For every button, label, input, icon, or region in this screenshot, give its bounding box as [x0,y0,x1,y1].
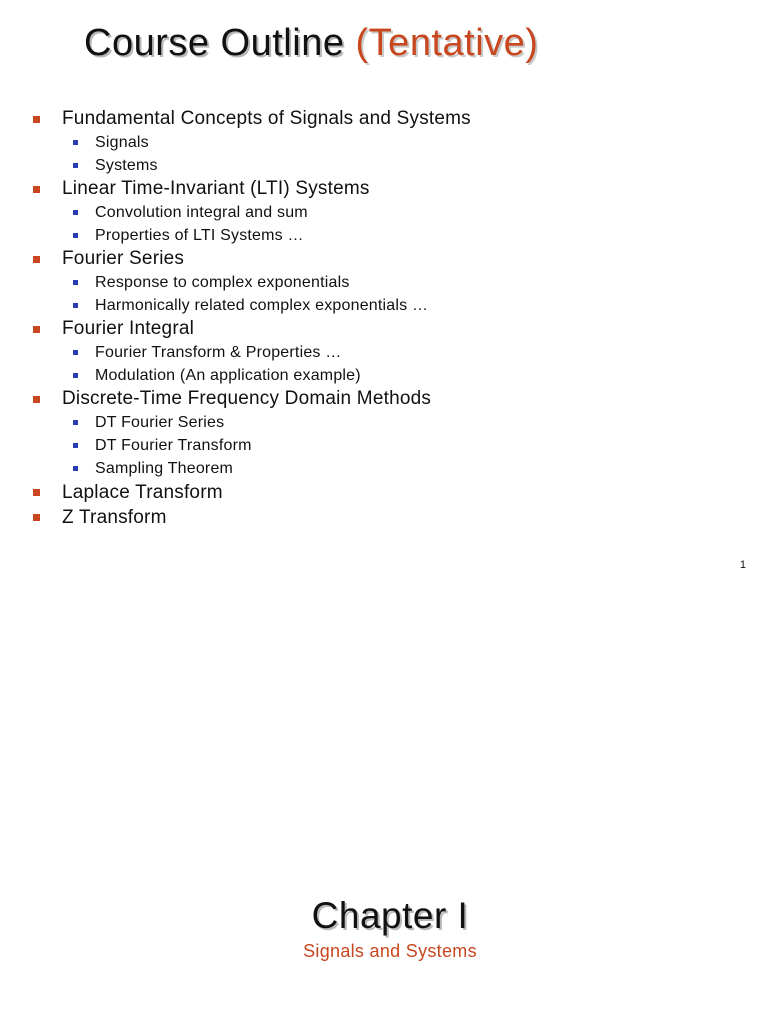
title-main: Course Outline [84,22,345,64]
subtopic-item [62,294,471,317]
topic-row [62,480,471,505]
subtopic-list [62,271,471,317]
chapter-title: Chapter I [311,895,469,936]
topic-row [62,505,471,530]
topic-label: Fourier Integral [62,318,195,339]
subtopic-list [62,411,471,480]
topic-label: Laplace Transform [62,482,223,503]
topic-row [62,107,471,131]
small-square-bullet-icon [73,280,78,285]
subtopic-item [62,411,471,434]
subtopic-item [62,341,471,364]
small-square-bullet-icon [73,303,78,308]
small-square-bullet-icon [73,140,78,145]
square-bullet-icon [33,326,40,333]
topic-item [0,317,471,387]
topic-item [0,247,471,317]
subtopic-label: Response to complex exponentials [95,274,350,291]
subtopic-item [62,131,471,154]
subtopic-list [62,341,471,387]
chapter-subtitle: Signals and Systems [303,941,477,961]
small-square-bullet-icon [73,350,78,355]
small-square-bullet-icon [73,420,78,425]
subtopic-label: Convolution integral and sum [95,204,308,221]
topic-item [0,505,471,530]
square-bullet-icon [33,116,40,123]
topic-item [0,107,471,177]
subtopic-label: Systems [95,157,158,174]
subtopic-item [62,224,471,247]
topic-row [62,177,471,201]
topic-label: Z Transform [62,507,167,528]
title-accent: (Tentative) [355,22,539,64]
small-square-bullet-icon [73,163,78,168]
page-number: 1 [739,559,746,571]
topic-label: Fundamental Concepts of Signals and Systems [62,108,471,129]
square-bullet-icon [33,489,40,496]
subtopic-item [62,364,471,387]
small-square-bullet-icon [73,210,78,215]
topic-row [62,387,471,411]
subtopic-label: Sampling Theorem [95,460,234,477]
subtopic-item [62,154,471,177]
topic-item [0,480,471,505]
square-bullet-icon [33,514,40,521]
square-bullet-icon [33,186,40,193]
subtopic-item [62,434,471,457]
subtopic-list [62,201,471,247]
subtopic-label: Fourier Transform & Properties … [95,344,342,361]
topic-item [0,177,471,247]
subtopic-item [62,271,471,294]
subtopic-label: Harmonically related complex exponentials … [95,297,429,314]
topic-row [62,247,471,271]
small-square-bullet-icon [73,443,78,448]
topic-row [62,317,471,341]
small-square-bullet-icon [73,373,78,378]
topic-label: Fourier Series [62,248,185,269]
topic-label: Linear Time-Invariant (LTI) Systems [62,178,370,199]
small-square-bullet-icon [73,466,78,471]
outline-list [0,107,471,530]
subtopic-list [62,131,471,177]
subtopic-item [62,201,471,224]
square-bullet-icon [33,396,40,403]
subtopic-item [62,457,471,480]
slide-chapter-title [0,588,768,1024]
slide-title [84,20,538,66]
subtopic-label: DT Fourier Series [95,414,225,431]
subtopic-label: Properties of LTI Systems … [95,227,304,244]
small-square-bullet-icon [73,233,78,238]
square-bullet-icon [33,256,40,263]
topic-item [0,387,471,480]
subtopic-label: Modulation (An application example) [95,367,361,384]
topic-label: Discrete-Time Frequency Domain Methods [62,388,432,409]
subtopic-label: DT Fourier Transform [95,437,252,454]
subtopic-label: Signals [95,134,149,151]
